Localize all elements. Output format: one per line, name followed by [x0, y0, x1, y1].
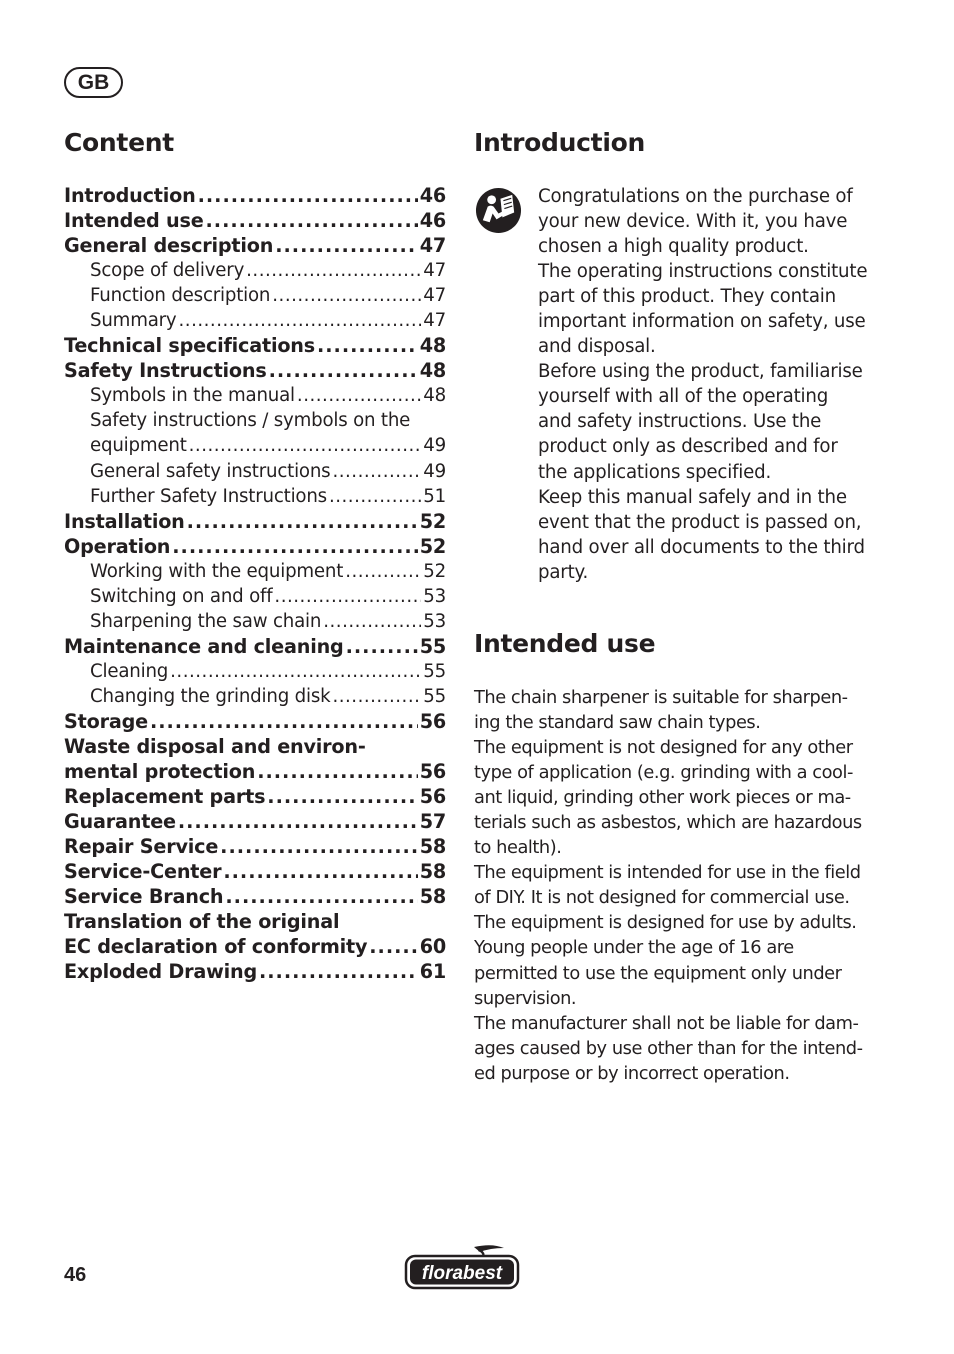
toc-entry [64, 358, 446, 383]
toc-entry-title: Cleaning [90, 660, 169, 682]
toc-leader-dots [225, 884, 417, 909]
introduction-text [538, 184, 868, 585]
toc-entry-title: Guarantee [64, 810, 176, 834]
text-line: The equipment is not designed for any other [474, 737, 853, 759]
toc-entry [64, 784, 446, 809]
toc-leader-dots [269, 358, 418, 383]
toc-entry-page: 55 [419, 634, 446, 658]
toc-entry-page: 51 [423, 485, 446, 507]
toc-leader-dots [332, 684, 421, 709]
text-line: important information on safety, use [538, 311, 866, 333]
toc-entry-page: 48 [423, 385, 446, 407]
text-line: The equipment is designed for use by adults. [474, 912, 857, 934]
toc-entry-page: 55 [423, 685, 446, 707]
florabest-logo [404, 1244, 520, 1290]
page-number: 46 [64, 1264, 87, 1286]
text-line: product only as described and for [538, 436, 838, 458]
toc-leader-dots [369, 934, 417, 959]
toc-entry-page: 46 [419, 209, 446, 233]
toc-leader-dots [272, 283, 421, 308]
toc-entry-title: Operation [64, 534, 171, 558]
text-line: The operating instructions constitute [538, 261, 868, 283]
toc-entry-title: Further Safety Instructions [90, 485, 327, 507]
toc-entry [64, 559, 446, 584]
toc-entry [64, 859, 446, 884]
read-manual-icon [475, 187, 522, 234]
toc-entry-page: 53 [423, 610, 446, 632]
toc-leader-dots [170, 659, 421, 684]
svg-text:florabest: florabest [421, 1263, 503, 1284]
toc-leader-dots [297, 383, 421, 408]
toc-leader-dots [172, 534, 417, 559]
toc-entry [64, 834, 446, 859]
table-of-contents [64, 183, 446, 985]
toc-entry-title: Exploded Drawing [64, 960, 257, 984]
toc-leader-dots [246, 258, 421, 283]
toc-entry [64, 459, 446, 484]
toc-entry [64, 233, 446, 258]
text-line: the applications specified. [538, 461, 772, 483]
toc-entry-page: 49 [423, 435, 446, 457]
text-line: ant liquid, grinding other work pieces or ma- [474, 787, 851, 809]
toc-entry [64, 909, 446, 934]
toc-entry-title: Symbols in the manual [90, 385, 295, 407]
toc-entry-title: Translation of the original [64, 910, 340, 934]
toc-entry [64, 433, 446, 458]
toc-leader-dots [220, 834, 418, 859]
text-line: type of application (e.g. grinding with a cool- [474, 762, 853, 784]
toc-entry [64, 208, 446, 233]
toc-leader-dots [257, 759, 418, 784]
text-line: The chain sharpener is suitable for sharpen- [474, 687, 848, 708]
toc-entry-page: 47 [423, 260, 446, 282]
toc-entry-page: 55 [423, 660, 446, 682]
toc-leader-dots [317, 333, 418, 358]
toc-entry [64, 183, 446, 208]
toc-entry-title: Intended use [64, 209, 204, 233]
text-line: ages caused by use other than for the intend- [474, 1037, 863, 1059]
toc-entry-title: Summary [90, 310, 177, 332]
text-line: your new device. With it, you have [538, 211, 848, 233]
toc-entry-title: EC declaration of conformity [64, 935, 368, 959]
text-line: ing the standard saw chain types. [474, 712, 761, 734]
toc-entry-title: Safety instructions / symbols on the [90, 410, 411, 432]
text-line: Keep this manual safely and in the [538, 486, 847, 508]
toc-entry-title: Service-Center [64, 860, 222, 884]
toc-entry-title: Installation [64, 509, 185, 533]
toc-entry-page: 46 [419, 184, 446, 207]
text-line: chosen a high quality product. [538, 236, 809, 258]
toc-entry [64, 308, 446, 333]
toc-entry [64, 959, 446, 984]
text-line: Congratulations on the purchase of [538, 186, 853, 207]
toc-entry [64, 258, 446, 283]
toc-entry-title: Replacement parts [64, 785, 266, 809]
toc-entry-title: Safety Instructions [64, 359, 267, 383]
language-badge: GB [64, 67, 123, 98]
toc-entry [64, 659, 446, 684]
toc-entry [64, 734, 446, 759]
toc-entry [64, 283, 446, 308]
toc-entry [64, 584, 446, 609]
toc-leader-dots [259, 959, 418, 984]
toc-entry [64, 534, 446, 559]
text-line: hand over all documents to the third [538, 536, 865, 558]
toc-entry [64, 383, 446, 408]
toc-entry-title: Switching on and off [90, 585, 273, 607]
toc-entry-title: Storage [64, 709, 148, 733]
toc-entry-page: 52 [423, 560, 446, 582]
content-heading: Content [64, 128, 174, 157]
intended-use-heading: Intended use [474, 629, 656, 658]
intended-use-text [474, 685, 866, 1086]
text-line: Young people under the age of 16 are [474, 937, 794, 959]
toc-entry [64, 634, 446, 659]
toc-entry-title: General safety instructions [90, 460, 331, 482]
toc-leader-dots [178, 809, 418, 834]
toc-entry-page: 47 [423, 285, 446, 307]
toc-leader-dots [275, 233, 417, 258]
toc-entry-title: Sharpening the saw chain [90, 610, 322, 632]
introduction-heading: Introduction [474, 128, 645, 157]
toc-entry [64, 609, 446, 634]
toc-leader-dots [187, 509, 418, 534]
toc-leader-dots [150, 709, 418, 734]
toc-entry-page: 47 [423, 310, 446, 332]
toc-leader-dots [223, 859, 417, 884]
toc-entry-title: Maintenance and cleaning [64, 634, 344, 658]
toc-leader-dots [332, 459, 421, 484]
toc-entry-page: 60 [419, 935, 446, 959]
toc-entry-title: mental protection [64, 760, 256, 784]
toc-leader-dots [179, 308, 422, 333]
toc-entry-page: 58 [419, 885, 446, 909]
text-line: permitted to use the equipment only under [474, 962, 842, 984]
toc-entry-title: Working with the equipment [90, 560, 344, 582]
toc-entry-title: Changing the grinding disk [90, 685, 331, 707]
toc-entry [64, 809, 446, 834]
toc-leader-dots [189, 433, 422, 458]
text-line: party. [538, 561, 589, 583]
toc-entry-page: 53 [423, 585, 446, 607]
toc-entry-title: Service Branch [64, 885, 224, 909]
toc-entry-title: equipment [90, 435, 187, 457]
toc-leader-dots [267, 784, 417, 809]
toc-entry-page: 61 [419, 960, 446, 984]
toc-entry-title: Introduction [64, 184, 196, 207]
toc-entry [64, 934, 446, 959]
toc-leader-dots [346, 634, 418, 659]
toc-entry-page: 56 [419, 760, 446, 784]
toc-entry [64, 684, 446, 709]
text-line: Before using the product, familiarise [538, 361, 863, 383]
toc-entry-title: Scope of delivery [90, 260, 245, 282]
text-line: and disposal. [538, 336, 656, 358]
toc-entry-page: 52 [419, 509, 446, 533]
toc-entry [64, 333, 446, 358]
toc-entry [64, 484, 446, 509]
toc-entry-page: 47 [419, 234, 446, 258]
toc-leader-dots [206, 208, 418, 233]
text-line: terials such as asbestos, which are hazardous [474, 812, 862, 834]
toc-entry [64, 709, 446, 734]
toc-entry-title: Technical specifications [64, 334, 315, 358]
toc-entry [64, 509, 446, 534]
toc-entry-page: 58 [419, 835, 446, 859]
text-line: and safety instructions. Use the [538, 411, 822, 433]
text-line: The equipment is intended for use in the field [474, 862, 861, 884]
text-line: yourself with all of the operating [538, 386, 829, 408]
toc-entry-page: 56 [419, 785, 446, 809]
toc-entry-page: 56 [419, 709, 446, 733]
toc-leader-dots [345, 559, 421, 584]
toc-entry-title: Repair Service [64, 835, 219, 859]
toc-entry-page: 48 [419, 359, 446, 383]
toc-entry-page: 48 [419, 334, 446, 358]
toc-entry-page: 52 [419, 534, 446, 558]
text-line: event that the product is passed on, [538, 511, 862, 533]
text-line: supervision. [474, 987, 577, 1009]
toc-leader-dots [274, 584, 421, 609]
toc-entry-page: 57 [419, 810, 446, 834]
toc-leader-dots [198, 183, 418, 208]
toc-entry-title: Waste disposal and environ- [64, 735, 366, 759]
toc-entry-page: 49 [423, 460, 446, 482]
text-line: to health). [474, 837, 562, 859]
toc-entry-title: Function description [90, 285, 271, 307]
toc-entry-title: General description [64, 234, 274, 258]
toc-entry-page: 58 [419, 860, 446, 884]
toc-entry [64, 884, 446, 909]
toc-leader-dots [329, 484, 421, 509]
text-line: part of this product. They contain [538, 286, 836, 308]
toc-entry [64, 408, 446, 433]
toc-leader-dots [323, 609, 421, 634]
toc-entry [64, 759, 446, 784]
text-line: The manufacturer shall not be liable for dam- [474, 1012, 859, 1034]
text-line: ed purpose or by incorrect operation. [474, 1062, 790, 1084]
text-line: of DIY. It is not designed for commercial use. [474, 887, 850, 909]
